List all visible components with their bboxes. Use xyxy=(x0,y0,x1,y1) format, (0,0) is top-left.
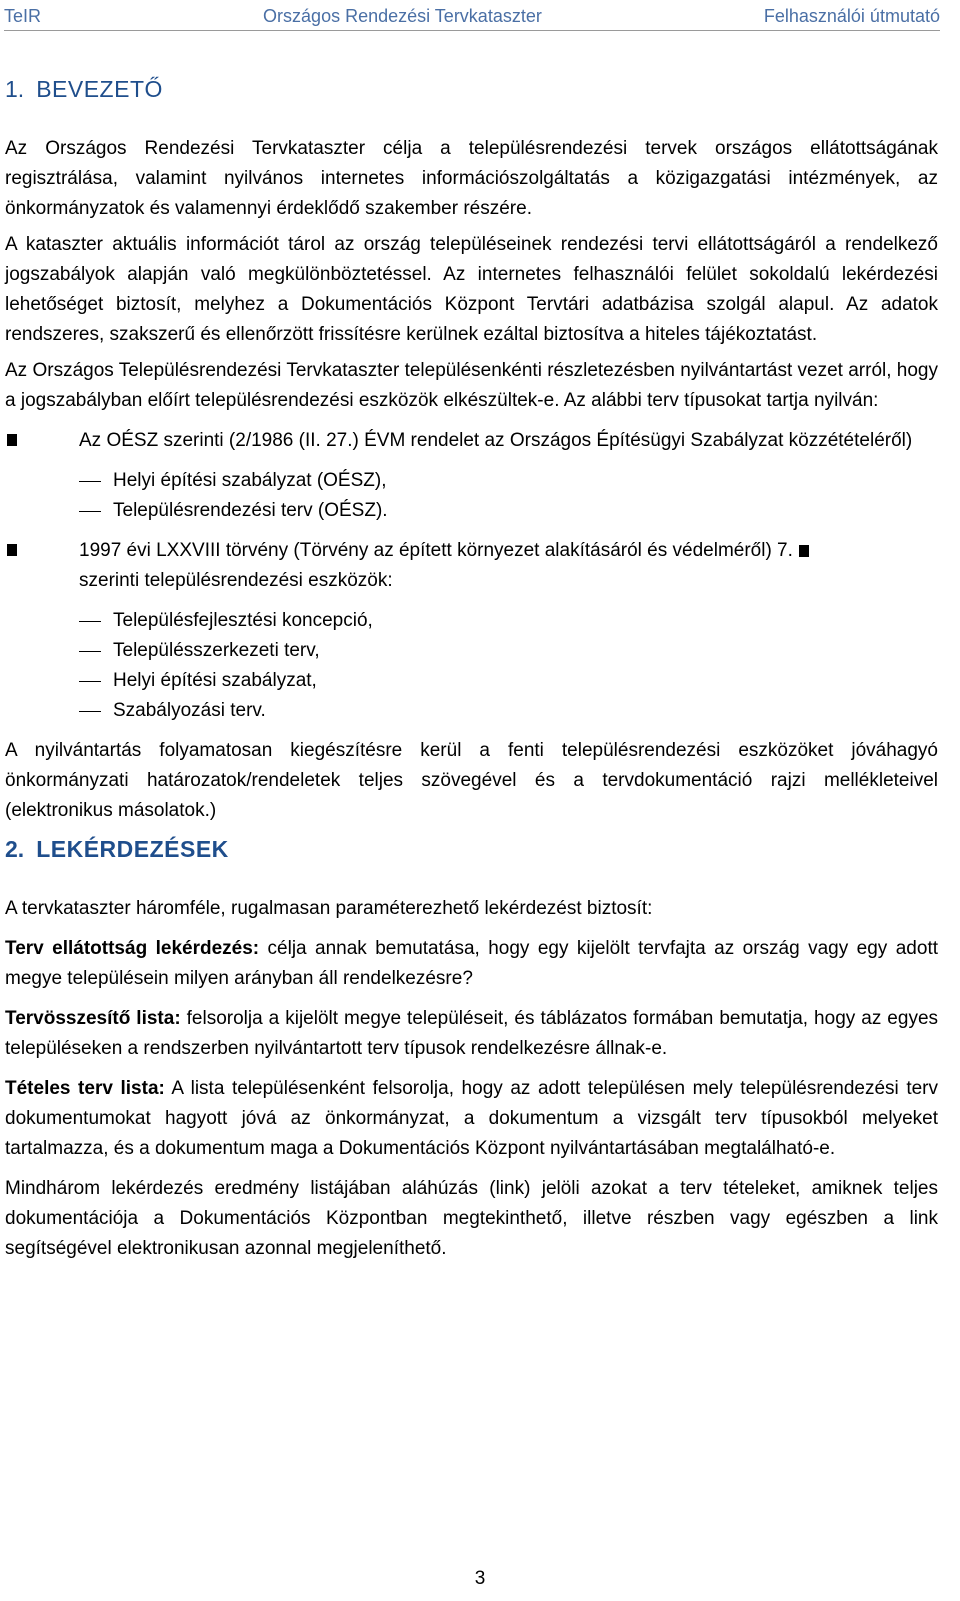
section-2-heading xyxy=(5,832,938,866)
list-item: Településszerkezeti terv, xyxy=(5,636,938,666)
header-center: Országos Rendezési Tervkataszter xyxy=(263,5,542,26)
header-left: TeIR xyxy=(4,5,42,26)
list-item: Helyi építési szabályzat (OÉSZ), xyxy=(5,466,938,496)
law-sublist xyxy=(5,606,938,726)
dash-bullet-icon xyxy=(79,511,101,512)
list-item: Szabályozási terv. xyxy=(5,696,938,726)
header-right: Felhasználói útmutató xyxy=(763,5,940,26)
bullet-law-text-cont: szerinti településrendezési eszközök: xyxy=(79,570,393,591)
list-item: Településfejlesztési koncepció, xyxy=(5,606,938,636)
intro-paragraph-1: Az Országos Rendezési Tervkataszter célja a településrendezési tervek országos ellátottságának regisztrálása, valamint nyilvános internetes információszolgáltatás a közigazgatási intézmények, az önkormányzatok és valamennyi érdeklődő szakember részére. xyxy=(5,138,938,219)
square-bullet-icon xyxy=(7,544,17,556)
page-content xyxy=(5,72,938,1264)
query-itemized-list xyxy=(5,1074,938,1164)
list-item: Településrendezési terv (OÉSZ). xyxy=(5,496,938,526)
section-1-heading xyxy=(5,72,938,106)
query-summary-text: felsorolja a kijelölt megye településeit, és táblázatos formában bemutatja, hogy az egyes településeken a rendszerben nyilvántartott terv típusok rendelkezésre állnak-e. xyxy=(5,1008,939,1059)
bullet-law-text: 1997 évi LXXVIII törvény (Törvény az épített környezet alakításáról és védelméről) 7. xyxy=(79,540,793,561)
dash-bullet-icon xyxy=(79,621,101,622)
dash-bullet-icon xyxy=(79,711,101,712)
bullet-oesz xyxy=(5,426,938,456)
dash-bullet-icon xyxy=(79,651,101,652)
dash-bullet-icon xyxy=(79,681,101,682)
page-number: 3 xyxy=(474,1568,486,1589)
query-itemized-label: Tételes terv lista: xyxy=(5,1078,165,1099)
bullet-law-1997 xyxy=(5,536,938,596)
section-2-title: LEKÉRDEZÉSEK xyxy=(36,836,229,862)
section-1-number: 1. xyxy=(5,76,25,102)
query-itemized-text: A lista településenként felsorolja, hogy az adott településen mely településrendezési terv dokumentumokat hagyott jóvá az önkormányzat, a dokumentum a vizsgált terv típusokból melyeket tartalmazza, és a dokumentum maga a Dokumentációs Központ nyilvántartásában megtalálható-e. xyxy=(5,1078,938,1159)
page-header xyxy=(4,2,940,31)
section-2-number: 2. xyxy=(5,836,25,862)
closing-paragraph: Mindhárom lekérdezés eredmény listájában aláhúzás (link) jelöli azokat a terv tételeket, amiknek teljes dokumentációja a Dokumentációs Központban megtekinthető, illetve részben vagy egészben a link segítségével elektronikusan azonnal megjeleníthető. xyxy=(5,1178,938,1259)
query-summary-list xyxy=(5,1004,938,1064)
query-coverage xyxy=(5,934,938,994)
query-coverage-text: célja annak bemutatása, hogy egy kijelölt tervfajta az ország vagy egy adott megye településein milyen arányban áll rendelkezésre? xyxy=(5,938,938,989)
intro-paragraph-4: A nyilvántartás folyamatosan kiegészítésre kerül a fenti településrendezési eszközöket jóváhagyó önkormányzati határozatok/rendeletek teljes szövegével és a tervdokumentáció rajzi mellékleteivel (elektronikus másolatok.) xyxy=(5,740,938,821)
intro-paragraph-3: Az Országos Településrendezési Tervkataszter településenkénti részletezésben nyilvántartást vezet arról, hogy a jogszabályban előírt településrendezési eszközök elkészültek-e. Az alábbi terv típusokat tartja nyilván: xyxy=(5,360,938,411)
inline-square-icon xyxy=(799,545,809,557)
queries-intro: A tervkataszter háromféle, rugalmasan paraméterezhető lekérdezést biztosít: xyxy=(5,898,653,919)
oesz-sublist xyxy=(5,466,938,526)
list-item: Helyi építési szabályzat, xyxy=(5,666,938,696)
query-coverage-label: Terv ellátottság lekérdezés: xyxy=(5,938,260,959)
section-1-title: BEVEZETŐ xyxy=(36,76,163,102)
intro-paragraph-2: A kataszter aktuális információt tárol az ország településeinek rendezési tervi ellátottságáról a rendelkező jogszabályok alapján való megkülönböztetéssel. Az internetes felhasználói felület sokoldalú lekérdezési lehetőséget biztosít, melyhez a Dokumentációs Központ Tervtári adatbázisa szolgál alapul. Az adatok rendszeres, szakszerű és ellenőrzött frissítésre kerülnek ezáltal biztosítva a hiteles tájékoztatást. xyxy=(5,234,938,345)
bullet-oesz-text: Az OÉSZ szerinti (2/1986 (II. 27.) ÉVM rendelet az Országos Építésügyi Szabályzat közzétételéről) xyxy=(79,430,913,451)
query-summary-label: Tervösszesítő lista: xyxy=(5,1008,181,1029)
dash-bullet-icon xyxy=(79,481,101,482)
square-bullet-icon xyxy=(7,434,17,446)
